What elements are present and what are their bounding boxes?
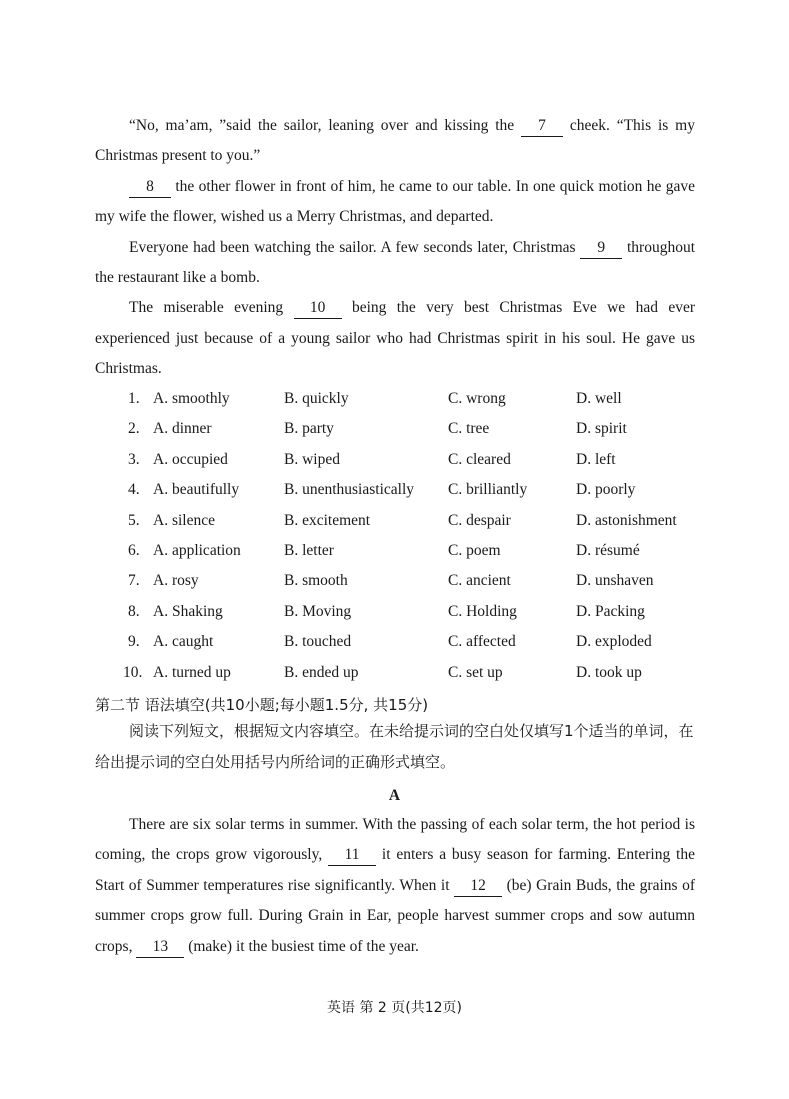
option-row: 4. A. beautifully B. unenthusiastically C. brilliantly D. poorly <box>128 481 636 499</box>
option-row: 7. A. rosy B. smooth C. ancient D. unshaven <box>128 572 654 590</box>
section-instruction: 阅读下列短文，根据短文内容填空。在未给提示词的空白处仅填写1个适当的单词，在给出提示词的空白处用括号内所给词的正确形式填空。 <box>95 722 694 771</box>
option-row: 10. A. turned up B. ended up C. set up D. took up <box>123 663 642 681</box>
paragraph-4: The miserable evening 10 being the very best Christmas Eve we had ever experienced just because of a young sailor who had Christmas spirit in his soul. He gave us Christmas. <box>95 299 696 378</box>
passage-label: A <box>388 787 401 804</box>
passage-paragraphs <box>95 111 695 385</box>
blank-11: 11 <box>328 845 376 866</box>
blank-8: 8 <box>129 177 171 198</box>
passage-a-paragraph: There are six solar terms in summer. With the passing of each solar term, the hot period is coming, the crops grow vigorously, 11 it enters a busy season for farming. Entering the Start of Summer temperatures rise significantly. When it 12 (be) Grain Buds, the grains of summer crops grow full. During Grain in Ear, people harvest summer crops and sow autumn crops, 13 (make) it the busiest time of the year. <box>95 810 695 962</box>
page-footer: 英语 第 2 页(共12页) <box>327 1000 462 1016</box>
option-row: 8. A. Shaking B. Moving C. Holding D. Packing <box>128 602 645 620</box>
paragraph-3: Everyone had been watching the sailor. A few seconds later, Christmas 9 throughout the restaurant like a bomb. <box>95 238 695 287</box>
option-row: 5. A. silence B. excitement C. despair D. astonishment <box>128 511 677 529</box>
blank-12: 12 <box>454 876 502 897</box>
blank-9: 9 <box>580 238 622 259</box>
blank-7: 7 <box>521 116 563 137</box>
option-row: 9. A. caught B. touched C. affected D. exploded <box>128 633 652 651</box>
option-row: 2. A. dinner B. party C. tree D. spirit <box>128 420 627 438</box>
blank-13: 13 <box>136 937 184 958</box>
paragraph-2: 8 the other flower in front of him, he came to our table. In one quick motion he gave my wife the flower, wished us a Merry Christmas, and departed. <box>95 177 695 226</box>
blank-10: 10 <box>294 298 342 319</box>
option-row: 3. A. occupied B. wiped C. cleared D. left <box>128 450 616 468</box>
section-heading: 第二节 语法填空(共10小题;每小题1.5分, 共15分) <box>95 696 429 714</box>
option-row: 1. A. smoothly B. quickly C. wrong D. well <box>128 390 622 407</box>
passage-a <box>95 810 695 962</box>
option-row: 6. A. application B. letter C. poem D. résumé <box>128 541 640 559</box>
paragraph-1: “No, ma’am, ”said the sailor, leaning over and kissing the 7 cheek. “This is my Christmas present to you.” <box>95 117 695 165</box>
answer-options <box>95 384 715 688</box>
